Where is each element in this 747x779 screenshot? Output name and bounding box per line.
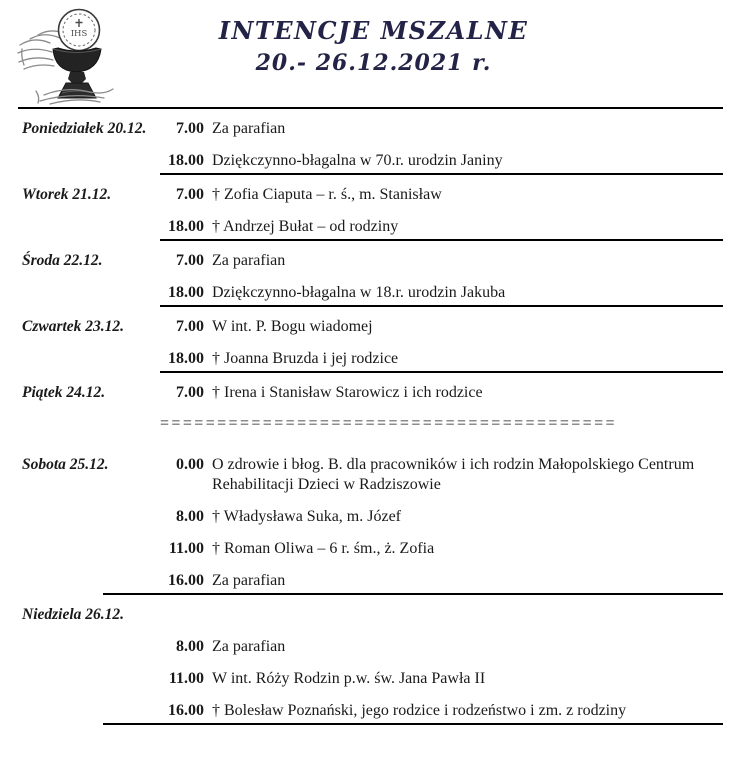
mass-time: 11.00 — [168, 670, 204, 687]
mass-entry — [160, 445, 723, 497]
mass-time: 18.00 — [168, 350, 204, 367]
mass-time: 7.00 — [176, 120, 204, 137]
mass-entry — [160, 373, 723, 405]
page-title: INTENCJE MSZALNE — [218, 16, 529, 45]
day-entries — [160, 445, 747, 593]
mass-entry — [160, 175, 723, 207]
mass-intention: O zdrowie i błog. B. dla pracowników i ich rodzin Małopolskiego Centrum Rehabilitacji Dzieci w Radziszowie — [212, 456, 695, 493]
page-header — [0, 0, 747, 107]
mass-intention: † Irena i Stanisław Starowicz i ich rodzice — [212, 384, 483, 401]
mass-time: 18.00 — [168, 284, 204, 301]
mass-intention: † Zofia Ciaputa – r. ś., m. Stanisław — [212, 186, 442, 203]
day-row-monday — [0, 109, 747, 173]
mass-intention: W int. Róży Rodzin p.w. św. Jana Pawła II — [212, 670, 486, 687]
mass-intention: Za parafian — [212, 120, 286, 137]
day-entries — [160, 307, 747, 371]
day-entries — [160, 627, 747, 723]
mass-intention: † Andrzej Bułat – od rodziny — [212, 218, 399, 235]
mass-time: 8.00 — [176, 508, 204, 525]
day-row-sunday — [0, 595, 747, 723]
mass-intention: Za parafian — [212, 572, 286, 589]
equals-divider-row: ======================================== — [160, 415, 617, 432]
mass-entry — [160, 497, 723, 529]
mass-time: 0.00 — [176, 456, 204, 473]
mass-intention: † Bolesław Poznański, jego rodzice i rodzeństwo i zm. z rodziny — [212, 702, 627, 719]
schedule-table — [0, 109, 747, 725]
mass-entry — [160, 561, 723, 593]
mass-time: 7.00 — [176, 318, 204, 335]
day-entries — [160, 175, 747, 239]
day-row-wednesday — [0, 241, 747, 305]
mass-time: 18.00 — [168, 152, 204, 169]
mass-entry — [160, 627, 723, 659]
mass-time: 11.00 — [168, 540, 204, 557]
svg-text:IHS: IHS — [70, 29, 88, 39]
mass-intention: Za parafian — [212, 252, 286, 269]
mass-time: 7.00 — [176, 186, 204, 203]
date-range: 20.- 26.12.2021 r. — [255, 50, 492, 76]
mass-time: 7.00 — [176, 384, 204, 401]
mass-entry — [160, 691, 723, 723]
mass-entry — [160, 109, 723, 141]
day-row-saturday — [0, 445, 747, 593]
day-label: Wtorek 21.12. — [22, 186, 112, 203]
day-entries — [160, 109, 747, 173]
mass-entry — [160, 659, 723, 691]
mass-time: 16.00 — [168, 572, 204, 589]
mass-intention: Dziękczynno-błagalna w 18.r. urodzin Jakuba — [212, 284, 506, 301]
mass-intention: † Roman Oliwa – 6 r. śm., ż. Zofia — [212, 540, 435, 557]
schedule-bottom-divider — [103, 723, 723, 725]
day-label: Piątek 24.12. — [22, 384, 106, 401]
mass-time: 16.00 — [168, 702, 204, 719]
day-entries — [160, 373, 747, 435]
day-label: Środa 22.12. — [22, 252, 103, 269]
mass-entry — [160, 241, 723, 273]
mass-entry — [160, 529, 723, 561]
mass-intention: Dziękczynno-błagalna w 70.r. urodzin Janiny — [212, 152, 503, 169]
mass-intention: † Joanna Bruzda i jej rodzice — [212, 350, 399, 367]
day-label: Sobota 25.12. — [22, 456, 109, 473]
mass-entry — [160, 273, 723, 305]
mass-entry — [160, 141, 723, 173]
mass-intention: Za parafian — [212, 638, 286, 655]
mass-entry — [160, 207, 723, 239]
chalice-host-icon — [16, 5, 130, 105]
mass-entry — [160, 339, 723, 371]
mass-entry — [160, 307, 723, 339]
day-row-friday — [0, 373, 747, 435]
mass-time: 8.00 — [176, 638, 204, 655]
day-label: Niedziela 26.12. — [22, 606, 125, 623]
mass-time: 18.00 — [168, 218, 204, 235]
day-row-thursday — [0, 307, 747, 371]
mass-intention: † Władysława Suka, m. Józef — [212, 508, 401, 525]
day-row-tuesday — [0, 175, 747, 239]
mass-time: 7.00 — [176, 252, 204, 269]
day-entries — [160, 241, 747, 305]
day-label: Poniedziałek 20.12. — [22, 120, 147, 137]
mass-intention: W int. P. Bogu wiadomej — [212, 318, 373, 335]
day-label: Czwartek 23.12. — [22, 318, 125, 335]
